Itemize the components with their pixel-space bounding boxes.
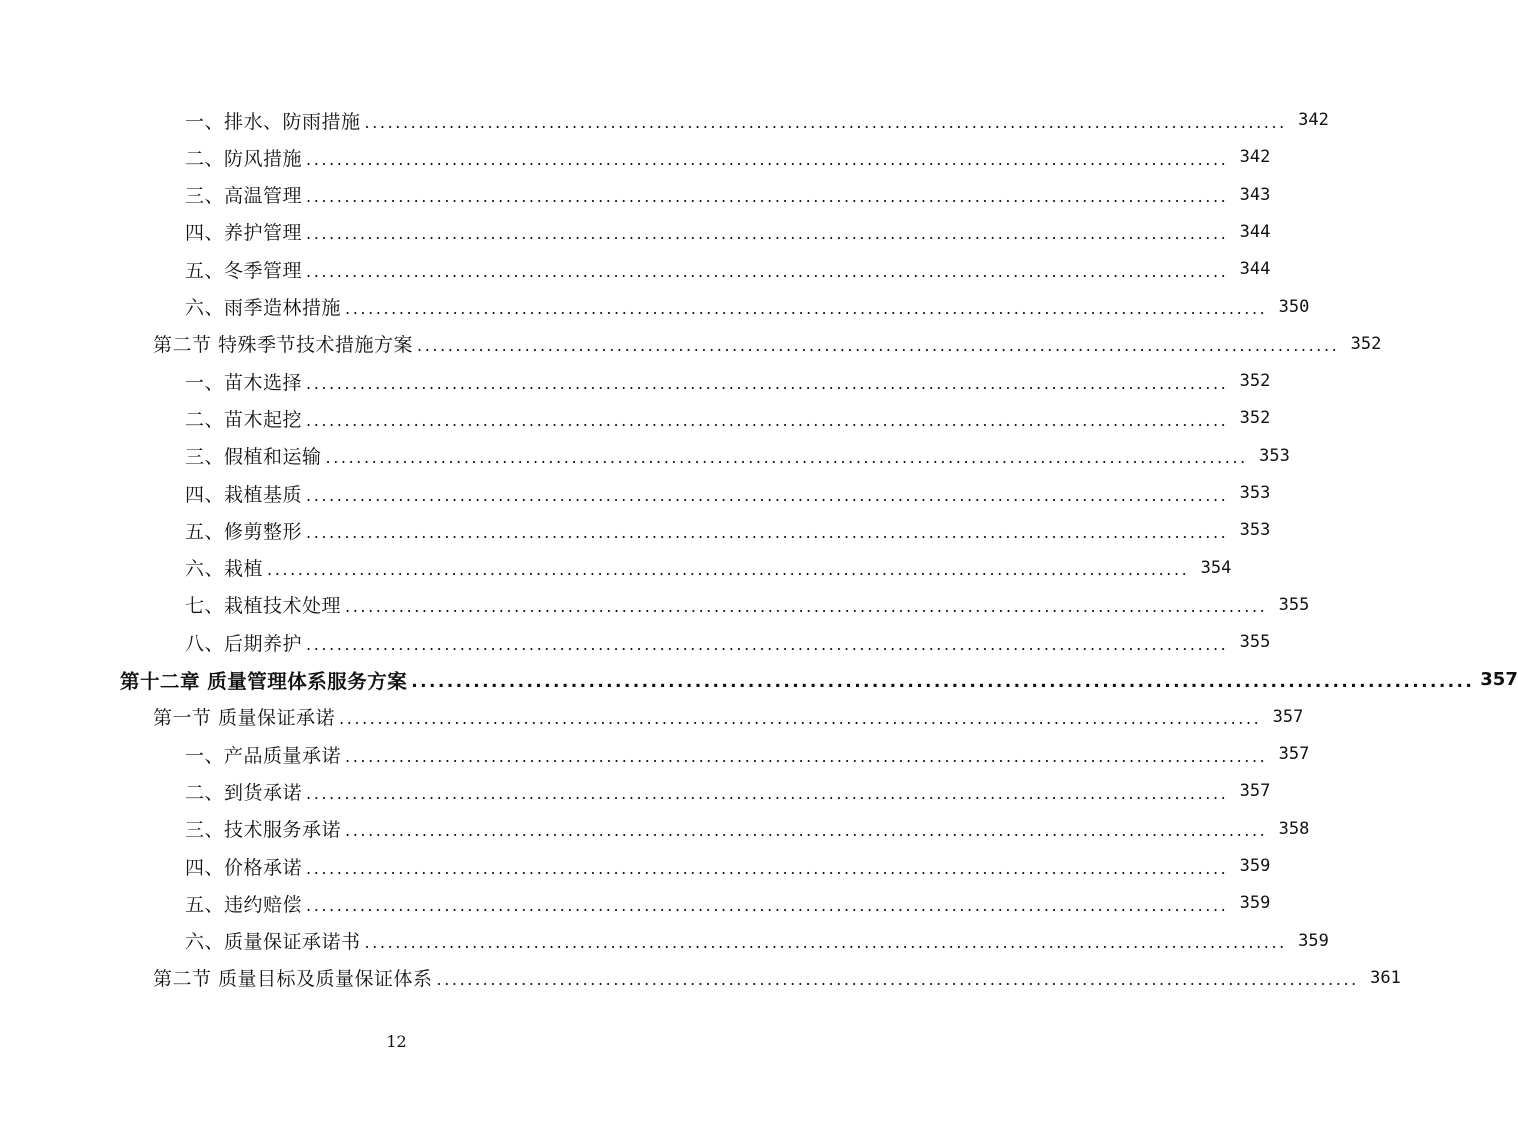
toc-entry-label: 一、苗木选择 <box>185 371 303 394</box>
toc-entry-label: 五、冬季管理 <box>185 259 303 282</box>
toc-dot-leader: ........................................................................................................................ <box>267 560 1190 580</box>
toc-entry-chapter[interactable] <box>120 665 1518 695</box>
toc-entry-page: 353 <box>1239 483 1271 503</box>
toc-entry-label: 二、到货承诺 <box>185 781 303 804</box>
toc-dot-leader: ........................................................................................................................ <box>306 783 1229 803</box>
toc-entry-label: 八、后期养护 <box>185 632 303 655</box>
toc-dot-leader: ........................................................................................................................ <box>339 709 1262 729</box>
toc-entry-item[interactable] <box>185 851 1271 881</box>
toc-entry-section[interactable] <box>153 702 1304 732</box>
toc-dot-leader: ........................................................................................................................ <box>306 858 1229 878</box>
toc-entry-section[interactable] <box>153 963 1401 993</box>
toc-entry-item[interactable] <box>185 180 1271 210</box>
toc-entry-label: 五、修剪整形 <box>185 520 303 543</box>
toc-entry-page: 359 <box>1239 893 1271 914</box>
toc-entry-page: 352 <box>1350 333 1382 354</box>
toc-entry-label: 四、养护管理 <box>185 222 303 245</box>
toc-dot-leader: ........................................................................................................................ <box>306 149 1229 169</box>
toc-entry-page: 357 <box>1480 669 1518 690</box>
toc-entry-label: 第十二章 质量管理体系服务方案 <box>120 669 408 693</box>
toc-dot-leader: ........................................................................................................................ <box>325 448 1248 468</box>
toc-dot-leader: ........................................................................................................................ <box>345 821 1268 841</box>
toc-entry-item[interactable] <box>185 142 1271 172</box>
toc-entry-page: 357 <box>1239 781 1271 802</box>
toc-dot-leader: ........................................................................................................................ <box>306 261 1229 281</box>
toc-entry-label: 二、苗木起挖 <box>185 408 303 431</box>
toc-dot-leader: ........................................................................................................................ <box>306 373 1229 393</box>
toc-entry-item[interactable] <box>185 217 1271 247</box>
toc-entry-label: 第一节 质量保证承诺 <box>153 707 336 730</box>
toc-entry-label: 三、高温管理 <box>185 185 303 208</box>
toc-dot-leader: ........................................................................................................................ <box>306 522 1229 542</box>
toc-entry-label: 六、雨季造林措施 <box>185 297 342 319</box>
toc-entry-page: 352 <box>1239 408 1271 429</box>
toc-entry-page: 344 <box>1239 221 1271 242</box>
toc-entry-page: 357 <box>1278 744 1310 765</box>
toc-entry-page: 358 <box>1278 818 1310 839</box>
toc-dot-leader: ........................................................................................................................ <box>306 485 1229 505</box>
toc-entry-page: 344 <box>1239 259 1271 280</box>
toc-entry-item[interactable] <box>185 254 1271 284</box>
toc-entry-item[interactable] <box>185 590 1310 620</box>
toc-entry-page: 342 <box>1239 147 1271 168</box>
toc-entry-item[interactable] <box>185 814 1310 844</box>
toc-entry-page: 343 <box>1239 184 1271 205</box>
toc-entry-page: 342 <box>1298 110 1329 130</box>
toc-entry-item[interactable] <box>185 403 1271 433</box>
toc-entry-label: 一、产品质量承诺 <box>185 744 342 767</box>
toc-entry-page: 361 <box>1370 967 1401 988</box>
toc-entry-label: 六、质量保证承诺书 <box>185 931 361 954</box>
toc-entry-item[interactable] <box>185 105 1329 135</box>
toc-entry-item[interactable] <box>185 515 1271 545</box>
toc-dot-leader: ........................................................................................................................ <box>364 112 1287 132</box>
toc-dot-leader: ........................................................................................................................ <box>411 671 1475 692</box>
toc-entry-label: 四、价格承诺 <box>185 856 303 879</box>
toc-dot-leader: ........................................................................................................................ <box>306 187 1229 207</box>
toc-entry-label: 第二节 质量目标及质量保证体系 <box>153 968 433 991</box>
toc-entry-page: 353 <box>1259 445 1290 466</box>
toc-entry-item[interactable] <box>185 776 1271 806</box>
toc-dot-leader: ........................................................................................................................ <box>345 597 1268 617</box>
toc-entry-item[interactable] <box>185 292 1310 322</box>
toc-dot-leader: ........................................................................................................................ <box>417 336 1340 356</box>
toc-dot-leader: ........................................................................................................................ <box>345 746 1268 766</box>
toc-entry-item[interactable] <box>185 739 1310 769</box>
toc-dot-leader: ........................................................................................................................ <box>436 970 1359 990</box>
toc-entry-section[interactable] <box>153 329 1382 359</box>
toc-entry-item[interactable] <box>185 553 1232 583</box>
toc-entry-page: 354 <box>1200 557 1232 578</box>
toc-entry-item[interactable] <box>185 478 1271 508</box>
toc-dot-leader: ........................................................................................................................ <box>306 224 1229 244</box>
toc-entry-item[interactable] <box>185 366 1271 396</box>
toc-entry-page: 357 <box>1272 706 1304 727</box>
toc-entry-page: 352 <box>1239 371 1271 392</box>
toc-entry-label: 五、违约赔偿 <box>185 893 303 916</box>
toc-entry-label: 四、栽植基质 <box>185 483 303 506</box>
toc-entry-label: 一、排水、防雨措施 <box>185 110 361 133</box>
toc-entry-item[interactable] <box>185 888 1271 918</box>
toc-entry-page: 355 <box>1278 594 1310 615</box>
toc-dot-leader: ........................................................................................................................ <box>345 299 1268 318</box>
toc-entry-item[interactable] <box>185 926 1329 956</box>
toc-entry-item[interactable] <box>185 441 1290 471</box>
toc-entry-label: 三、技术服务承诺 <box>185 819 342 842</box>
toc-entry-page: 359 <box>1298 930 1329 951</box>
toc-dot-leader: ........................................................................................................................ <box>306 410 1229 430</box>
toc-dot-leader: ........................................................................................................................ <box>364 933 1287 953</box>
toc-entry-label: 二、防风措施 <box>185 147 303 170</box>
toc-entry-page: 359 <box>1239 856 1271 876</box>
toc-entry-label: 第二节 特殊季节技术措施方案 <box>153 334 414 357</box>
toc-entry-label: 六、栽植 <box>185 558 264 581</box>
toc-dot-leader: ........................................................................................................................ <box>306 634 1229 654</box>
toc-entry-page: 355 <box>1239 632 1271 653</box>
toc-entry-label: 三、假植和运输 <box>185 446 322 469</box>
page-number: 12 <box>386 1032 407 1051</box>
toc-entry-page: 350 <box>1278 296 1310 317</box>
toc-entry-item[interactable] <box>185 627 1271 657</box>
toc-dot-leader: ........................................................................................................................ <box>306 895 1229 915</box>
toc-entry-label: 七、栽植技术处理 <box>185 595 342 618</box>
toc-entry-page: 353 <box>1239 520 1271 541</box>
